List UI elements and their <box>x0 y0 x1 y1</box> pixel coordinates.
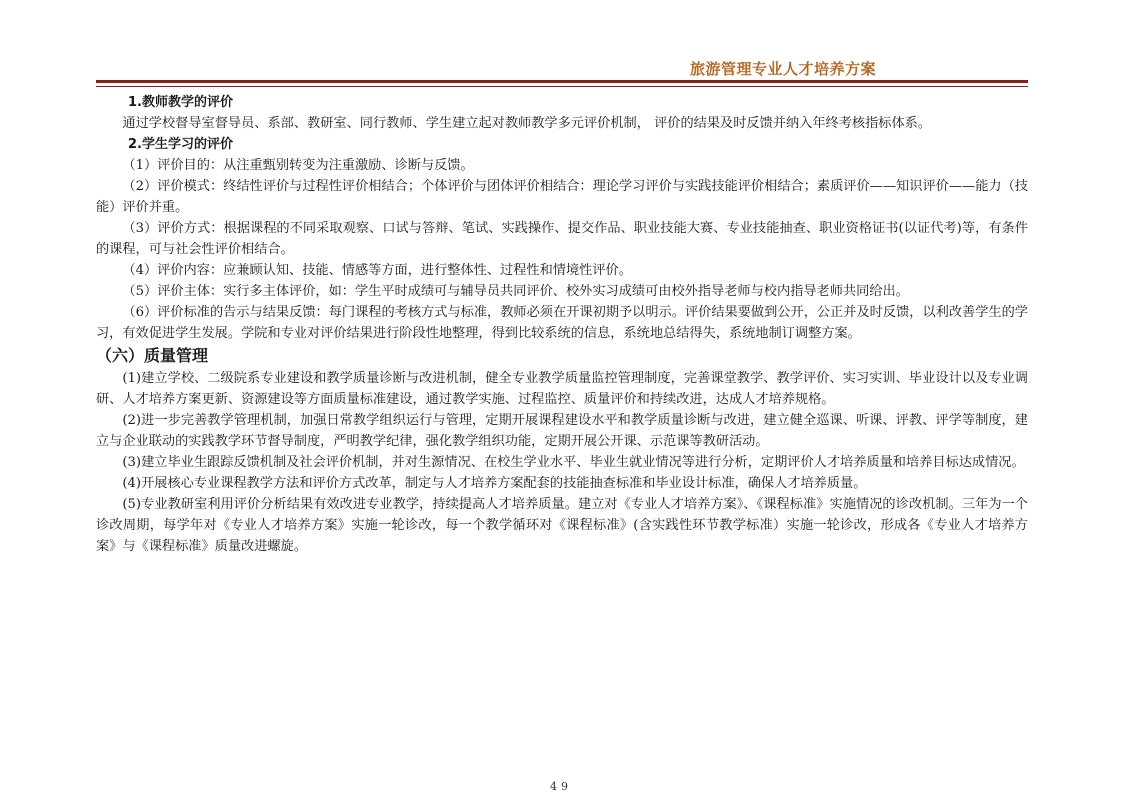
quality-item-1: (1)建立学校、二级院系专业建设和教学质量诊断与改进机制，健全专业教学质量监控管理制度，完善课堂教学、教学评价、实习实训、毕业设计以及专业调研、人才培养方案更新、资源建设等方面质量标准建设，通过教学实施、过程监控、质量评价和持续改进，达成人才培养规格。 <box>96 371 1028 407</box>
quality-item-3: (3)建立毕业生跟踪反馈机制及社会评价机制，并对生源情况、在校生学业水平、毕业生就业情况等进行分析，定期评价人才培养质量和培养目标达成情况。 <box>122 455 1025 470</box>
document-header-title: 旅游管理专业人才培养方案 <box>689 60 876 78</box>
header-rule-thin <box>96 86 1028 87</box>
student-eval-heading: 2.学生学习的评价 <box>128 137 233 152</box>
student-eval-item-3: （3）评价方式：根据课程的不同采取观察、口试与答辩、笔试、实践操作、提交作品、职业技能大赛、专业技能抽查、职业资格证书(以证代考)等，有条件的课程，可与社会性评价相结合。 <box>96 221 1028 257</box>
student-eval-item-1: （1）评价目的：从注重甄别转变为注重激励、诊断与反馈。 <box>122 158 474 173</box>
page-number: 49 <box>550 780 572 793</box>
header-rule-thick <box>96 80 1028 83</box>
quality-item-5: (5)专业教研室利用评价分析结果有效改进专业教学，持续提高人才培养质量。建立对《专业人才培养方案》、《课程标准》实施情况的诊改机制。三年为一个诊改周期，每学年对《专业人才培养方案》实施一轮诊改，每一个教学循环对《课程标准》(含实践性环节教学标准）实施一轮诊改，形成各《专业人才培养方案》与《课程标准》质量改进螺旋。 <box>96 497 1028 554</box>
page-content <box>96 92 1028 557</box>
student-eval-item-2: （2）评价模式：终结性评价与过程性评价相结合；个体评价与团体评价相结合：理论学习评价与实践技能评价相结合；素质评价——知识评价——能力（技能）评价并重。 <box>96 179 1028 215</box>
quality-section-heading: （六）质量管理 <box>96 346 209 365</box>
student-eval-item-6: （6）评价标准的告示与结果反馈：每门课程的考核方式与标准，教师必须在开课初期予以明示。评价结果要做到公开，公正并及时反馈，以利改善学生的学习，有效促进学生发展。学院和专业对评价结果进行阶段性地整理，得到比较系统的信息，系统地总结得失，系统地制订调整方案。 <box>96 305 1028 341</box>
quality-item-4: (4)开展核心专业课程教学方法和评价方式改革，制定与人才培养方案配套的技能抽查标准和毕业设计标准，确保人才培养质量。 <box>122 476 867 491</box>
student-eval-item-4: （4）评价内容：应兼顾认知、技能、情感等方面，进行整体性、过程性和情境性评价。 <box>122 263 632 278</box>
quality-item-2: (2)进一步完善教学管理机制，加强日常教学组织运行与管理，定期开展课程建设水平和教学质量诊断与改进，建立健全巡课、听课、评教、评学等制度，建立与企业联动的实践教学环节督导制度，严明教学纪律，强化教学组织功能，定期开展公开课、示范课等教研活动。 <box>96 413 1028 449</box>
teacher-eval-body: 通过学校督导室督导员、系部、教研室、同行教师、学生建立起对教师教学多元评价机制， 评价的结果及时反馈并纳入年终考核指标体系。 <box>122 116 932 131</box>
student-eval-item-5: （5）评价主体：实行多主体评价，如：学生平时成绩可与辅导员共同评价、校外实习成绩可由校外指导老师与校内指导老师共同给出。 <box>122 284 909 299</box>
teacher-eval-heading: 1.教师教学的评价 <box>128 95 233 110</box>
